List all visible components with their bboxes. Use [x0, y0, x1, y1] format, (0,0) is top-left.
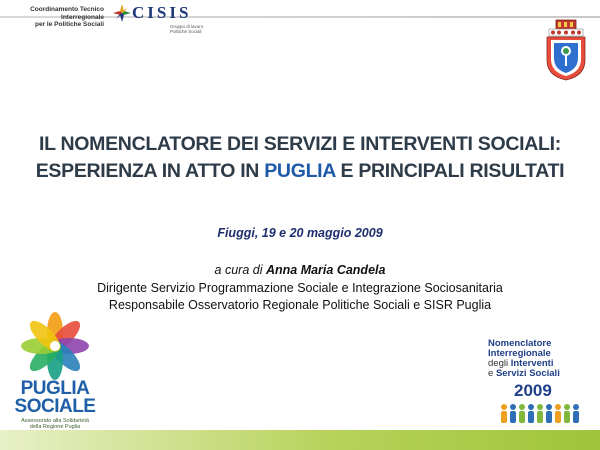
assessorato-line: Assessorato alla Solidarietà	[21, 418, 89, 424]
nomenclatore-line-3b: Interventi	[510, 358, 554, 369]
cisis-sub-line: Politiche Sociali	[170, 29, 202, 34]
author-name: Anna Maria Candela	[265, 263, 386, 277]
cisis-name: CISIS	[132, 3, 192, 22]
cisis-logo	[112, 3, 222, 39]
curated-prefix: a cura di	[214, 263, 266, 277]
nomenclatore-line-4b: Servizi Sociali	[495, 368, 560, 379]
nomenclatore-line-4a: e	[488, 368, 496, 379]
title-line-1: IL NOMENCLATORE DEI SERVIZI E INTERVENTI SOCIALI:	[39, 133, 561, 155]
coordinamento-line: Interregionale	[61, 13, 104, 21]
title-line-2	[10, 158, 590, 185]
coordinamento-line: Coordinamento Tecnico	[30, 6, 104, 13]
people-group-icon	[498, 402, 582, 428]
nomenclatore-line-4	[488, 369, 588, 379]
title-line-2-start: ESPERIENZA IN ATTO IN	[35, 160, 265, 182]
sociale-label: SOCIALE	[14, 396, 96, 417]
cisis-star-icon	[112, 3, 132, 23]
assessorato-line: della Regione Puglia	[29, 424, 81, 430]
bottom-decorative-band	[0, 430, 600, 450]
puglia-sociale-logo	[7, 310, 103, 432]
nomenclatore-line-3a: degli	[488, 358, 511, 369]
author-role-1: Dirigente Servizio Programmazione Sociale e Integrazione Sociosanitaria	[97, 281, 503, 295]
regione-puglia-emblem-icon	[543, 18, 589, 82]
title-line-2-end: E PRINCIPALI RISULTATI	[335, 160, 565, 182]
title-highlight: PUGLIA	[264, 160, 336, 182]
coordinamento-label	[12, 6, 104, 29]
nomenclatore-line-1: Nomenclatore	[488, 338, 552, 349]
author-role-2: Responsabile Osservatorio Regionale Politiche Sociali e SISR Puglia	[108, 298, 492, 312]
puglia-label: PUGLIA	[20, 378, 90, 399]
event-date: Fiuggi, 19 e 20 maggio 2009	[217, 226, 383, 240]
presentation-title	[10, 131, 590, 185]
nomenclatore-year: 2009	[514, 381, 552, 400]
nomenclatore-line-2: Interregionale	[488, 348, 551, 359]
coordinamento-line: per le Politiche Sociali	[35, 21, 104, 28]
puglia-sociale-flower-icon	[7, 310, 103, 380]
curated-by	[0, 263, 600, 277]
cisis-subtitle	[170, 24, 203, 34]
cisis-sub-line: Gruppo di lavoro	[170, 24, 204, 29]
nomenclatore-logo	[488, 339, 588, 379]
assessorato-label	[7, 418, 103, 430]
